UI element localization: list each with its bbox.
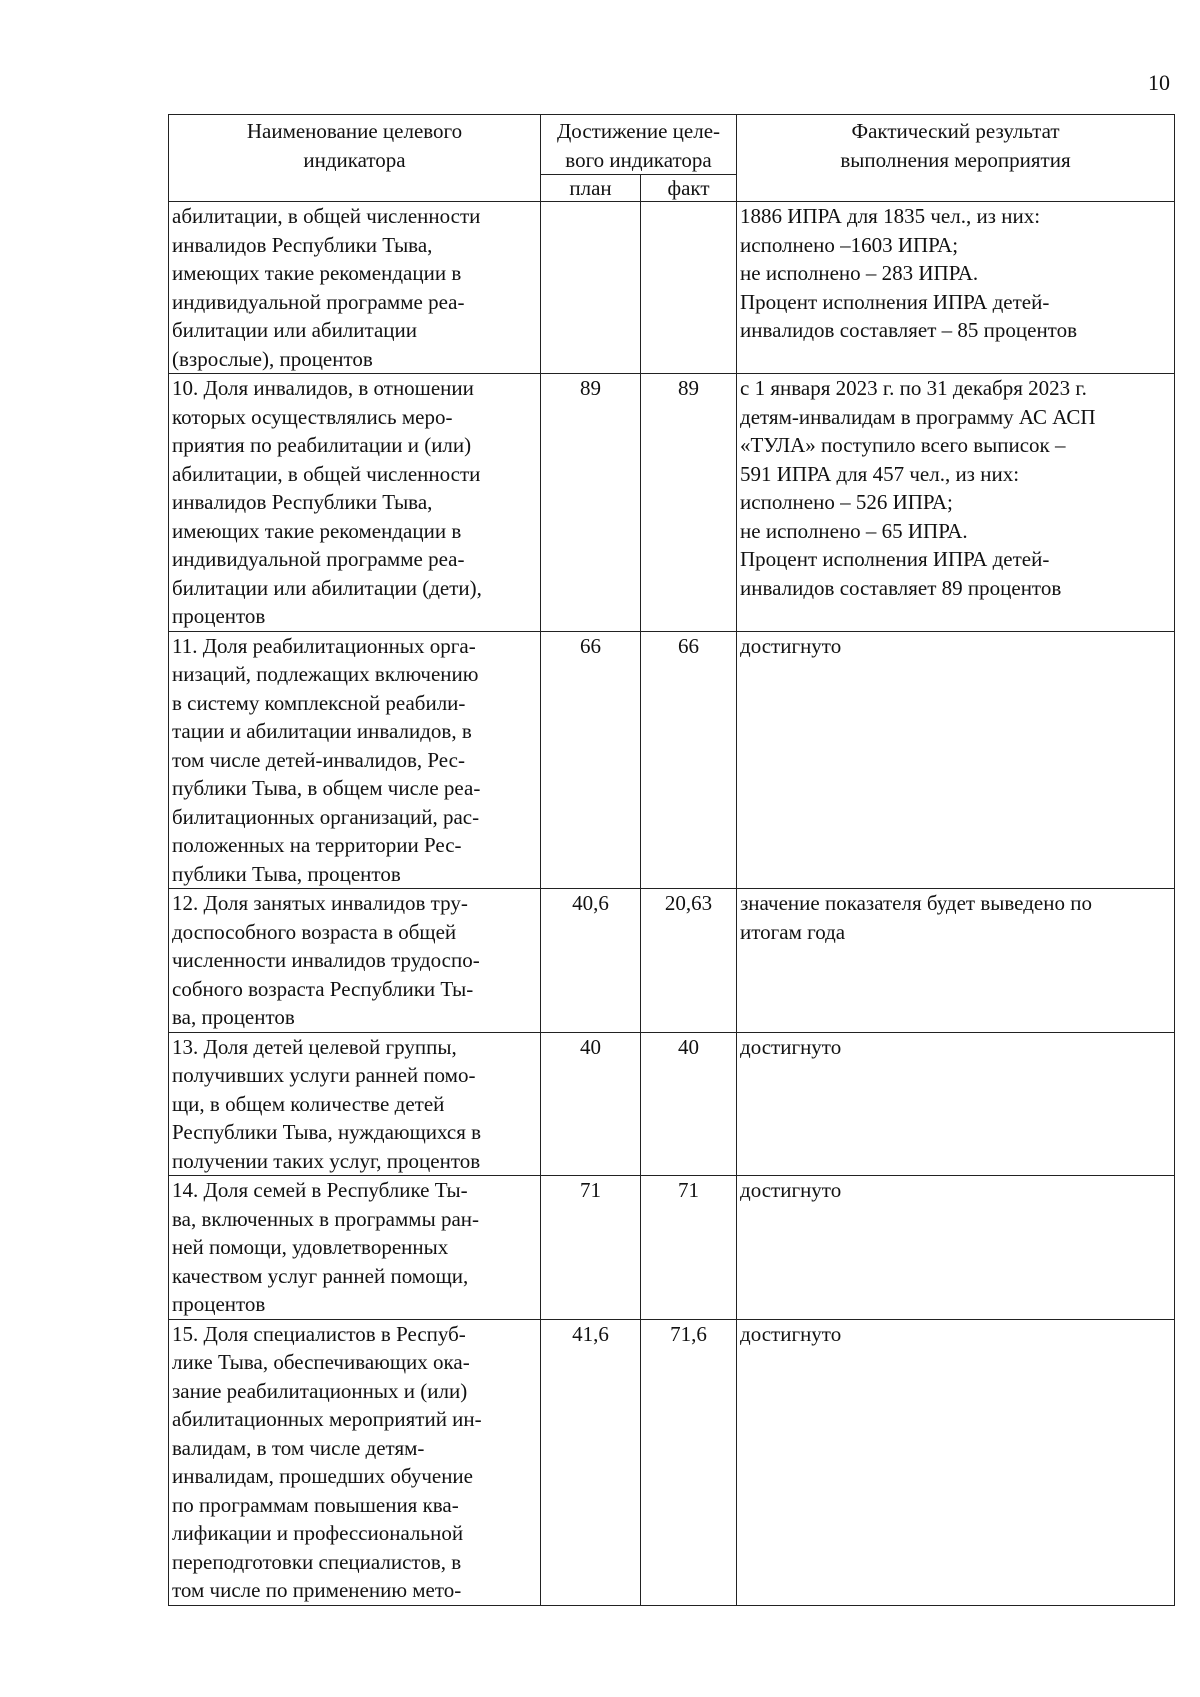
- plan-cell: 41,6: [541, 1319, 641, 1605]
- plan-cell: 40: [541, 1032, 641, 1176]
- fact-cell: [641, 202, 737, 374]
- header-achievement: Достижение целе- вого индикатора: [541, 115, 737, 175]
- result-cell: достигнуто: [737, 631, 1175, 889]
- table-row: [169, 631, 1175, 889]
- indicator-name-cell: 11. Доля реабилитационных орга- низаций, подлежащих включению в систему комплексной реабили- тации и абилитации инвалидов, в том числе детей-инвалидов, Рес- публики Тыва, в общем числе реа- билитационных организаций, рас- положенных на территории Рес- публики Тыва, процентов: [169, 631, 541, 889]
- result-cell: значение показателя будет выведено по итогам года: [737, 889, 1175, 1033]
- table-row: [169, 1176, 1175, 1320]
- page-number: 10: [1148, 70, 1170, 95]
- indicators-table: [168, 114, 1175, 1606]
- table-header: [169, 115, 1175, 202]
- header-actual-result: Фактический результат выполнения мероприятия: [737, 115, 1175, 202]
- result-cell: достигнуто: [737, 1032, 1175, 1176]
- plan-cell: 66: [541, 631, 641, 889]
- indicator-name-cell: 13. Доля детей целевой группы, получивших услуги ранней помо- щи, в общем количестве детей Республики Тыва, нуждающихся в получении таких услуг, процентов: [169, 1032, 541, 1176]
- result-cell: достигнуто: [737, 1319, 1175, 1605]
- fact-cell: 71: [641, 1176, 737, 1320]
- plan-cell: [541, 202, 641, 374]
- fact-cell: 40: [641, 1032, 737, 1176]
- table-row: [169, 1032, 1175, 1176]
- table-row: [169, 889, 1175, 1033]
- indicator-name-cell: 12. Доля занятых инвалидов тру- доспособного возраста в общей численности инвалидов трудоспо- собного возраста Республики Ты- ва, процентов: [169, 889, 541, 1033]
- table-row: [169, 1319, 1175, 1605]
- plan-cell: 71: [541, 1176, 641, 1320]
- result-cell: 1886 ИПРА для 1835 чел., из них: исполнено –1603 ИПРА; не исполнено – 283 ИПРА. Процент исполнения ИПРА детей- инвалидов составляет – 85 процентов: [737, 202, 1175, 374]
- indicator-name-cell: 14. Доля семей в Республике Ты- ва, включенных в программы ран- ней помощи, удовлетворенных качеством услуг ранней помощи, процентов: [169, 1176, 541, 1320]
- result-cell: достигнуто: [737, 1176, 1175, 1320]
- fact-cell: 20,63: [641, 889, 737, 1033]
- table-row: [169, 202, 1175, 374]
- fact-cell: 89: [641, 374, 737, 632]
- indicator-name-cell: 10. Доля инвалидов, в отношении которых осуществлялись меро- приятия по реабилитации и (или) абилитации, в общей численности инвалидов Республики Тыва, имеющих такие рекомендации в индивидуальной программе реа- билитации или абилитации (дети), процентов: [169, 374, 541, 632]
- fact-cell: 66: [641, 631, 737, 889]
- indicator-name-cell: абилитации, в общей численности инвалидов Республики Тыва, имеющих такие рекомендации в индивидуальной программе реа- билитации или абилитации (взрослые), процентов: [169, 202, 541, 374]
- header-indicator-name: Наименование целевого индикатора: [169, 115, 541, 202]
- fact-cell: 71,6: [641, 1319, 737, 1605]
- header-fact: факт: [641, 175, 737, 202]
- indicator-name-cell: 15. Доля специалистов в Респуб- лике Тыва, обеспечивающих ока- зание реабилитационных и (или) абилитационных мероприятий ин- валидам, в том числе детям- инвалидам, прошедших обучение по программам повышения ква- лификации и профессиональной переподготовки специалистов, в том числе по применению мето-: [169, 1319, 541, 1605]
- result-cell: с 1 января 2023 г. по 31 декабря 2023 г. детям-инвалидам в программу АС АСП «ТУЛА» поступило всего выписок – 591 ИПРА для 457 чел., из них: исполнено – 526 ИПРА; не исполнено – 65 ИПРА. Процент исполнения ИПРА детей- инвалидов составляет 89 процентов: [737, 374, 1175, 632]
- header-plan: план: [541, 175, 641, 202]
- plan-cell: 89: [541, 374, 641, 632]
- plan-cell: 40,6: [541, 889, 641, 1033]
- table-row: [169, 374, 1175, 632]
